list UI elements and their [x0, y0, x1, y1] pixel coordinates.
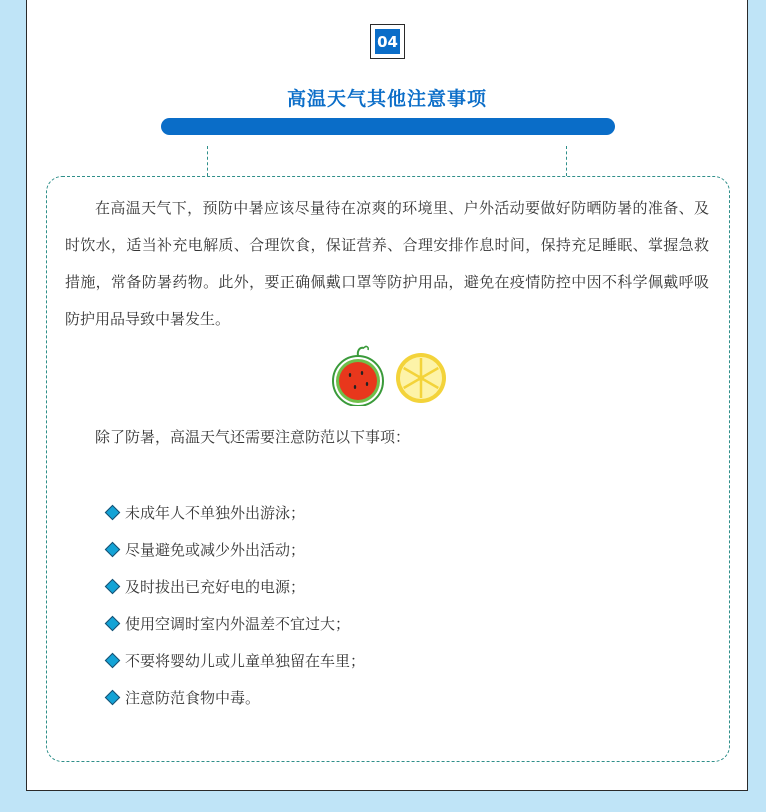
list-item: 不要将婴幼儿或儿童单独留在车里； — [105, 642, 365, 679]
precautions-intro: 除了防暑，高温天气还需要注意防范以下事项： — [95, 428, 411, 446]
diamond-bullet-icon — [105, 542, 121, 558]
list-item: 及时拔出已充好电的电源； — [105, 568, 365, 605]
connector-line-right — [566, 146, 567, 176]
list-item: 注意防范食物中毒。 — [105, 679, 365, 716]
diamond-bullet-icon — [105, 505, 121, 521]
connector-line-left — [207, 146, 208, 176]
list-item: 尽量避免或减少外出活动； — [105, 531, 365, 568]
lemon-slice-icon — [395, 352, 447, 404]
section-number: 04 — [375, 29, 400, 54]
diamond-bullet-icon — [105, 579, 121, 595]
diamond-bullet-icon — [105, 616, 121, 632]
section-number-badge — [370, 24, 405, 59]
section-title: 高温天气其他注意事项 — [286, 88, 487, 110]
title-underline-bar — [161, 118, 615, 135]
diamond-bullet-icon — [105, 690, 121, 706]
list-item: 使用空调时室内外温差不宜过大； — [105, 605, 365, 642]
precautions-list — [105, 494, 365, 716]
list-item: 未成年人不单独外出游泳； — [105, 494, 365, 531]
watermelon-icon — [329, 344, 387, 406]
content-frame — [26, 0, 748, 791]
diamond-bullet-icon — [105, 653, 121, 669]
intro-paragraph: 在高温天气下，预防中暑应该尽量待在凉爽的环境里、户外活动要做好防晒防暑的准备、及时饮水，适当补充电解质、合理饮食，保证营养、合理安排作息时间，保持充足睡眠、掌握急救措施，常备防暑药物。此外，要正确佩戴口罩等防护用品，避免在疫情防控中因不科学佩戴呼吸防护用品导致中暑发生。 — [65, 199, 709, 328]
